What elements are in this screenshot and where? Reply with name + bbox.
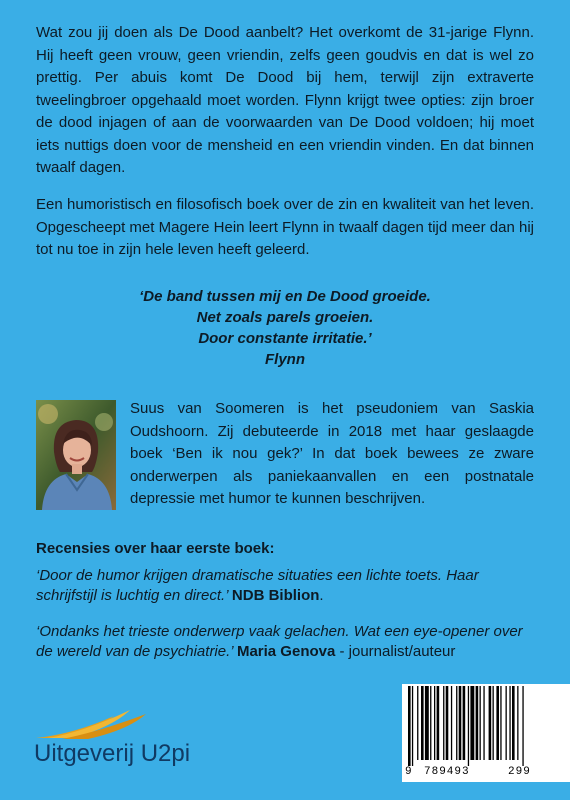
- review-item: [36, 566, 536, 606]
- quote-line: ‘De band tussen mij en De Dood groeide.: [139, 288, 431, 305]
- barcode-bar: [517, 686, 518, 760]
- feather-wing-icon: [34, 708, 154, 742]
- review-text: ‘Door de humor krijgen dramatische situaties een lichte toets. Haar schrijfstijl is luchtig en direct.’: [36, 567, 479, 604]
- barcode-bar: [480, 686, 481, 760]
- author-portrait-image: [36, 400, 116, 510]
- blurb-paragraph-2: Een humoristisch en filosofisch boek over de zin en kwaliteit van het leven. Opgescheept met Magere Hein leert Flynn in twaalf dagen tijd meer dan hij tot nu toe in zijn hele leven heeft geleerd.: [36, 196, 534, 258]
- barcode-bar: [430, 686, 431, 760]
- barcode-bar: [408, 686, 411, 766]
- barcode-bar: [509, 686, 510, 760]
- barcode-bar: [451, 686, 452, 760]
- publisher-logo: [34, 708, 234, 778]
- barcode-bar: [425, 686, 429, 760]
- barcode-bar: [483, 686, 484, 760]
- barcode-digit-group: 789493: [424, 766, 470, 778]
- barcode-bar: [476, 686, 479, 760]
- pull-quote: [0, 286, 570, 370]
- barcode-bar: [493, 686, 494, 760]
- barcode-bar: [421, 686, 424, 760]
- publisher-name: Uitgeverij U2pi: [34, 740, 191, 767]
- barcode-bar: [463, 686, 466, 760]
- barcode-bar: [434, 686, 435, 760]
- barcode-digit-group: 9: [405, 766, 413, 778]
- review-source: NDB Biblion: [231, 587, 320, 604]
- barcode-bar: [468, 686, 469, 766]
- quote-line: Door constante irritatie.’: [198, 330, 372, 347]
- review-text: ‘Ondanks het trieste onderwerp vaak gelachen. Wat een eye-opener over de wereld van de psychiatrie.’: [36, 623, 523, 660]
- quote-attribution: Flynn: [265, 351, 305, 368]
- barcode-bar: [512, 686, 515, 760]
- barcode-bar: [506, 686, 507, 760]
- barcode-bar: [443, 686, 444, 760]
- review-item: [36, 622, 536, 662]
- barcode-icon: [406, 686, 566, 766]
- quote-line: Net zoals parels groeien.: [196, 309, 374, 326]
- barcode-bar: [459, 686, 462, 760]
- barcode-bar: [470, 686, 474, 760]
- review-source: Maria Genova: [236, 643, 336, 660]
- author-bio: Suus van Soomeren is het pseudoniem van Saskia Oudshoorn. Zij debuteerde in 2018 met haar geslaagde boek ‘Ben ik nou gek?’ In dat boek bewees ze zware onderwerpen als paniekaanvallen en een postnatale depressie met humor te kunnen beschrijven.: [130, 400, 534, 507]
- isbn-barcode: [402, 684, 570, 782]
- barcode-bar: [522, 686, 523, 766]
- blurb-paragraph-1: Wat zou jij doen als De Dood aanbelt? Het overkomt de 31-jarige Flynn. Hij heeft geen vrouw, geen vriendin, zelfs geen goudvis en dat is wel zo prettig. Per abuis komt De Dood bij hem, terwijl zijn extraverte tweelingbroer opgehaald moet worden. Flynn krijgt twee opties: zijn broer de dood injagen of aan de voorwaarden van De Dood voldoen; hij moet iets nuttigs doen voor de mensheid en een vriendin vinden. En dat binnen twaalf dagen.: [36, 24, 534, 176]
- reviews-heading: Recensies over haar eerste boek:: [36, 540, 275, 557]
- barcode-digit-group: 299: [508, 766, 531, 778]
- barcode-bar: [412, 686, 413, 766]
- author-photo: [36, 400, 116, 510]
- barcode-bar: [446, 686, 449, 760]
- review-suffix: - journalist/auteur: [335, 643, 456, 660]
- barcode-bar: [489, 686, 492, 760]
- barcode-bar: [496, 686, 499, 760]
- barcode-bar: [500, 686, 501, 760]
- review-suffix: .: [319, 587, 324, 604]
- barcode-bar: [456, 686, 457, 760]
- barcode-bar: [417, 686, 418, 760]
- barcode-bar: [437, 686, 440, 760]
